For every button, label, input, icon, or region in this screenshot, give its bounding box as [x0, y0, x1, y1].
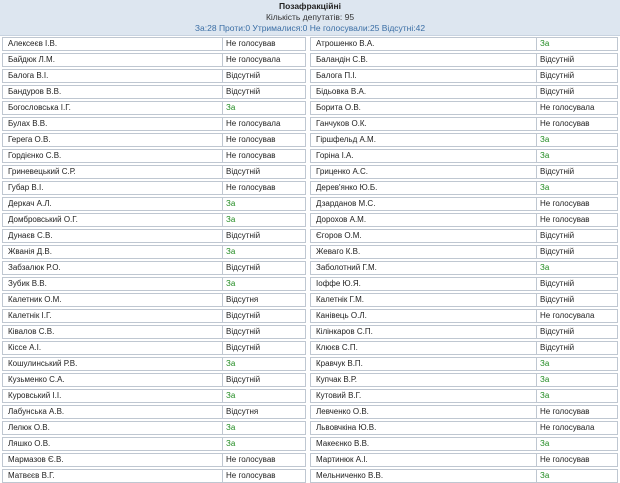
deputy-name: Калетник О.М.	[3, 294, 223, 306]
deputy-vote: Відсутній	[540, 343, 575, 352]
deputy-row	[310, 69, 618, 83]
deputy-vote: Відсутній	[540, 231, 575, 240]
deputy-name: Ляшко О.В.	[3, 438, 223, 450]
deputy-row	[2, 69, 306, 83]
deputies-grid	[0, 36, 620, 483]
deputy-row	[310, 229, 618, 243]
deputy-row	[310, 181, 618, 195]
deputy-row	[2, 341, 306, 355]
deputy-name: Лелюк О.В.	[3, 422, 223, 434]
deputy-name: Дерев'янко Ю.Б.	[311, 182, 537, 194]
deputy-vote: Відсутній	[540, 295, 575, 304]
deputy-vote: Не голосував	[540, 199, 590, 208]
deputy-vote: Відсутній	[226, 167, 261, 176]
deputy-row	[2, 181, 306, 195]
deputy-vote: Не голосував	[226, 471, 276, 480]
deputy-vote: За	[540, 135, 550, 144]
deputy-name: Кілінкаров С.П.	[311, 326, 537, 338]
deputy-vote: За	[226, 359, 236, 368]
deputy-name: Бідьовка В.А.	[311, 86, 537, 98]
deputy-row	[310, 405, 618, 419]
deputies-column-right	[310, 37, 618, 483]
deputy-name: Байдюк Л.М.	[3, 54, 223, 66]
deputy-vote: За	[540, 39, 550, 48]
deputy-row	[310, 101, 618, 115]
deputy-name: Мельниченко В.В.	[311, 470, 537, 482]
deputy-name: Губар В.І.	[3, 182, 223, 194]
deputy-vote: За	[226, 391, 236, 400]
deputy-vote: Не голосував	[226, 135, 276, 144]
deputy-row	[2, 133, 306, 147]
deputy-name: Ганчуков О.К.	[311, 118, 537, 130]
deputy-name: Домбровський О.Г.	[3, 214, 223, 226]
deputy-vote: Відсутній	[226, 231, 261, 240]
deputy-row	[310, 197, 618, 211]
deputy-vote: Відсутній	[226, 375, 261, 384]
deputy-name: Кравчук В.П.	[311, 358, 537, 370]
deputy-vote: Не голосував	[226, 455, 276, 464]
deputy-name: Забзалюк Р.О.	[3, 262, 223, 274]
deputy-vote: За	[226, 199, 236, 208]
deputy-row	[310, 133, 618, 147]
deputy-vote: Відсутній	[540, 71, 575, 80]
deputy-name: Єгоров О.М.	[311, 230, 537, 242]
deputy-name: Львовчкіна Ю.В.	[311, 422, 537, 434]
deputy-vote: Не голосував	[226, 183, 276, 192]
deputy-name: Кутовий В.Г.	[311, 390, 537, 402]
deputy-row	[310, 357, 618, 371]
deputy-name: Канівець О.Л.	[311, 310, 537, 322]
deputy-row	[310, 117, 618, 131]
deputy-name: Борита О.В.	[311, 102, 537, 114]
deputy-vote: Не голосувала	[540, 103, 595, 112]
deputy-name: Левченко О.В.	[311, 406, 537, 418]
deputy-name: Бандуров В.В.	[3, 86, 223, 98]
deputy-vote: Відсутній	[540, 279, 575, 288]
deputy-vote: За	[540, 471, 550, 480]
deputy-vote: За	[540, 183, 550, 192]
deputy-name: Балога В.І.	[3, 70, 223, 82]
deputy-row	[310, 293, 618, 307]
deputy-vote: Відсутній	[226, 311, 261, 320]
deputy-name: Жеваго К.В.	[311, 246, 537, 258]
deputy-row	[2, 389, 306, 403]
deputy-vote: За	[226, 439, 236, 448]
deputy-vote: За	[540, 391, 550, 400]
deputy-vote: За	[226, 423, 236, 432]
deputy-vote: Відсутній	[540, 247, 575, 256]
deputy-row	[2, 85, 306, 99]
deputies-count: Кількість депутатів: 95	[265, 12, 355, 22]
deputy-vote: Не голосувала	[540, 423, 595, 432]
deputy-row	[2, 373, 306, 387]
deputy-name: Гриневецький С.Р.	[3, 166, 223, 178]
deputy-name: Макеєнко В.В.	[311, 438, 537, 450]
deputy-name: Булах В.В.	[3, 118, 223, 130]
deputy-row	[310, 453, 618, 467]
deputy-name: Герега О.В.	[3, 134, 223, 146]
deputy-vote: Не голосувала	[226, 119, 281, 128]
deputy-name: Матвєєв В.Г.	[3, 470, 223, 482]
deputy-vote: Не голосувала	[540, 311, 595, 320]
deputy-row	[310, 245, 618, 259]
deputy-name: Лабунська А.В.	[3, 406, 223, 418]
deputy-name: Калетнік Г.М.	[311, 294, 537, 306]
deputy-vote: Відсутній	[540, 55, 575, 64]
deputy-row	[2, 469, 306, 483]
deputy-name: Клюєв С.П.	[311, 342, 537, 354]
deputy-vote: Відсутній	[226, 327, 261, 336]
deputy-name: Богословська І.Г.	[3, 102, 223, 114]
deputy-vote: За	[540, 359, 550, 368]
deputy-row	[310, 277, 618, 291]
deputy-name: Атрошенко В.А.	[311, 38, 537, 50]
deputy-vote: За	[226, 215, 236, 224]
deputy-row	[2, 421, 306, 435]
deputy-row	[2, 165, 306, 179]
deputy-row	[2, 325, 306, 339]
deputy-row	[310, 53, 618, 67]
deputy-vote: Відсутній	[540, 167, 575, 176]
deputy-row	[2, 229, 306, 243]
deputy-name: Мармазов Є.В.	[3, 454, 223, 466]
deputy-row	[2, 437, 306, 451]
deputy-row	[2, 197, 306, 211]
deputy-vote: Відсутня	[226, 407, 259, 416]
deputy-row	[2, 149, 306, 163]
deputy-vote: Не голосувала	[226, 55, 281, 64]
deputy-vote: Не голосував	[226, 151, 276, 160]
deputy-name: Зубик В.В.	[3, 278, 223, 290]
deputy-name: Баландін С.В.	[311, 54, 537, 66]
deputy-vote: За	[226, 247, 236, 256]
deputy-name: Іоффе Ю.Я.	[311, 278, 537, 290]
deputy-name: Дзарданов М.С.	[311, 198, 537, 210]
vote-summary: За:28 Проти:0 Утрималися:0 Не голосували:25 Відсутні:42	[194, 23, 426, 33]
deputy-name: Гордієнко С.В.	[3, 150, 223, 162]
deputy-row	[310, 341, 618, 355]
deputy-vote: Не голосував	[540, 215, 590, 224]
deputy-row	[310, 213, 618, 227]
deputy-name: Кіссе А.І.	[3, 342, 223, 354]
deputy-row	[2, 101, 306, 115]
deputy-name: Кошулинський Р.В.	[3, 358, 223, 370]
deputy-name: Жванія Д.В.	[3, 246, 223, 258]
deputy-row	[310, 389, 618, 403]
deputy-vote: За	[540, 375, 550, 384]
deputy-row	[310, 149, 618, 163]
deputy-name: Балога П.І.	[311, 70, 537, 82]
deputy-vote: Відсутній	[540, 87, 575, 96]
deputy-row	[2, 309, 306, 323]
deputy-name: Кузьменко С.А.	[3, 374, 223, 386]
deputy-row	[310, 373, 618, 387]
deputy-name: Мартинюк А.І.	[311, 454, 537, 466]
deputy-vote: Не голосував	[540, 119, 590, 128]
deputy-row	[2, 357, 306, 371]
deputy-vote: Не голосував	[540, 455, 590, 464]
deputy-vote: Відсутній	[226, 71, 261, 80]
deputy-name: Гриценко А.С.	[311, 166, 537, 178]
deputy-row	[2, 53, 306, 67]
deputy-row	[2, 405, 306, 419]
deputy-row	[2, 293, 306, 307]
deputy-name: Куровський І.І.	[3, 390, 223, 402]
deputy-vote: Відсутня	[226, 295, 259, 304]
deputy-row	[310, 469, 618, 483]
deputy-row	[310, 85, 618, 99]
deputy-vote: Не голосував	[226, 39, 276, 48]
deputy-vote: Відсутній	[226, 343, 261, 352]
deputy-vote: За	[540, 439, 550, 448]
deputy-row	[2, 261, 306, 275]
deputy-row	[310, 325, 618, 339]
deputy-vote: Не голосував	[540, 407, 590, 416]
deputy-name: Алексеєв І.В.	[3, 38, 223, 50]
deputy-row	[2, 277, 306, 291]
faction-title: Позафракційні	[279, 1, 341, 11]
deputy-row	[310, 437, 618, 451]
deputy-row	[310, 261, 618, 275]
deputy-row	[310, 165, 618, 179]
deputy-name: Ківалов С.В.	[3, 326, 223, 338]
deputy-name: Купчак В.Р.	[311, 374, 537, 386]
deputy-vote: За	[540, 263, 550, 272]
deputy-row	[2, 37, 306, 51]
deputy-vote: За	[226, 103, 236, 112]
deputy-name: Дунаєв С.В.	[3, 230, 223, 242]
deputy-vote: Відсутній	[226, 263, 261, 272]
deputy-name: Заболотний Г.М.	[311, 262, 537, 274]
deputy-row	[2, 245, 306, 259]
deputy-vote: За	[226, 279, 236, 288]
faction-header	[0, 0, 620, 36]
deputy-row	[2, 117, 306, 131]
deputy-name: Дорохов А.М.	[311, 214, 537, 226]
deputy-name: Гіршфельд А.М.	[311, 134, 537, 146]
deputy-name: Калетнік І.Г.	[3, 310, 223, 322]
deputy-vote: Відсутній	[540, 327, 575, 336]
deputy-row	[2, 213, 306, 227]
deputy-name: Горіна І.А.	[311, 150, 537, 162]
deputy-row	[2, 453, 306, 467]
deputy-row	[310, 37, 618, 51]
deputies-column-left	[2, 37, 306, 483]
deputy-row	[310, 421, 618, 435]
deputy-row	[310, 309, 618, 323]
deputy-vote: Відсутній	[226, 87, 261, 96]
deputy-name: Деркач А.Л.	[3, 198, 223, 210]
deputy-vote: За	[540, 151, 550, 160]
